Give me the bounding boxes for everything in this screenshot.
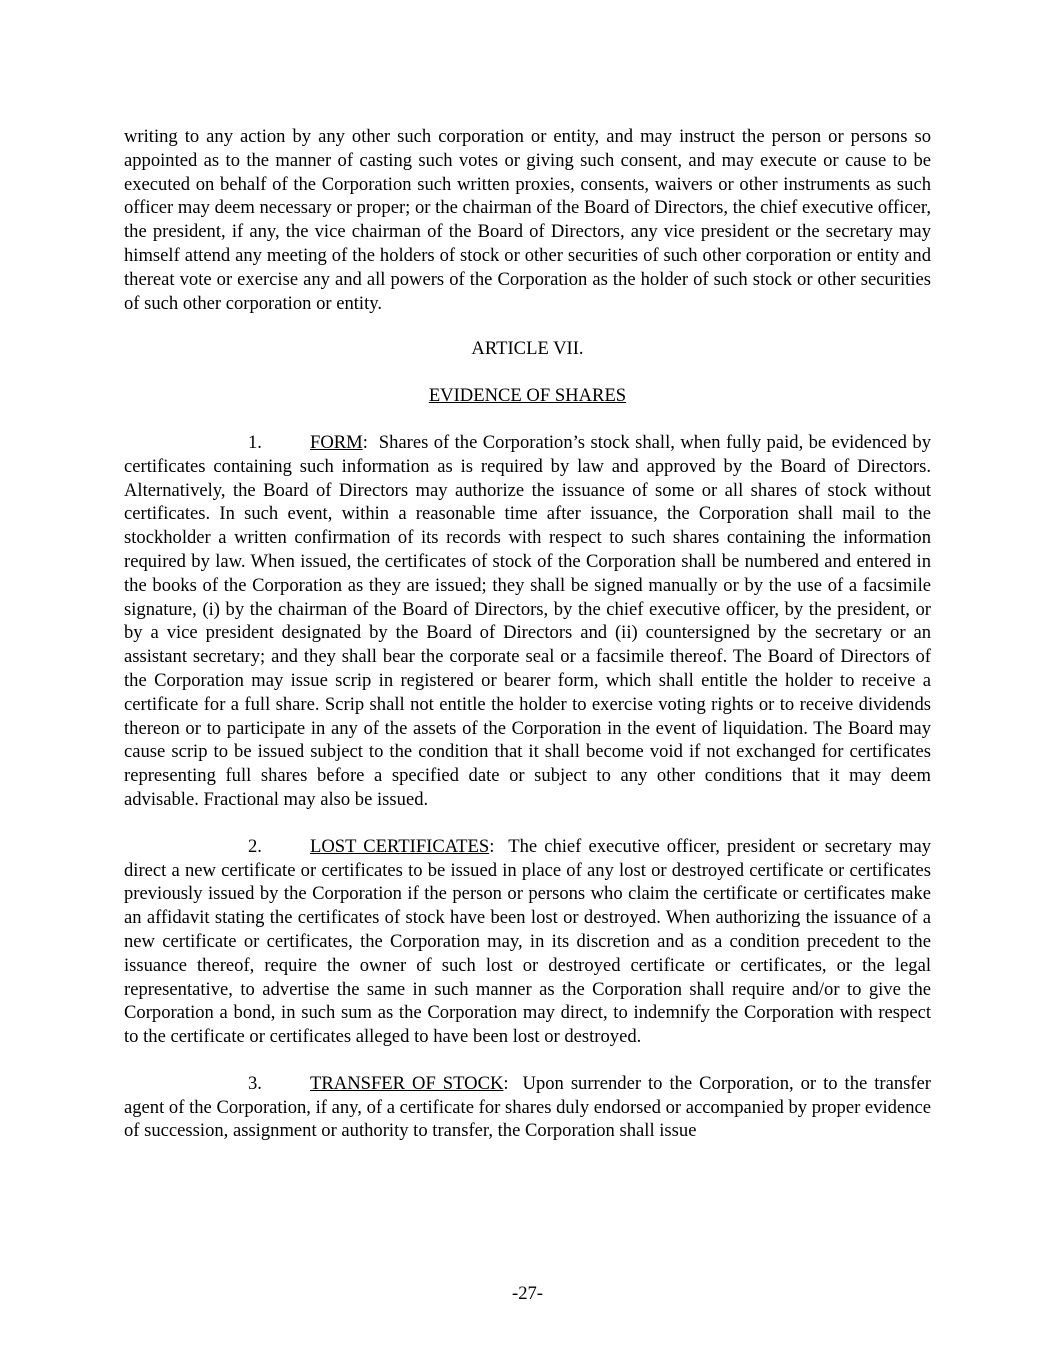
section-3: 3. TRANSFER OF STOCK: Upon surrender to the Corporation, or to the transfer agent of the Corporation, if any, of a certificate for shares duly endorsed or accompanied by proper evidence of succession, assignment or authority to transfer, the Corporation shall issue bbox=[124, 1072, 931, 1142]
page-number: -27- bbox=[512, 1283, 543, 1304]
section-number: 2. bbox=[248, 835, 262, 857]
intro-paragraph: writing to any action by any other such corporation or entity, and may instruct the person or persons so appointed as to the manner of casting such votes or giving such consent, and may execute or cause to be executed on behalf of the Corporation such written proxies, consents, waivers or other instruments as such officer may deem necessary or proper; or the chairman of the Board of Directors, the chief executive officer, the president, if any, the vice chairman of the Board of Directors, any vice president or the secretary may himself attend any meeting of the holders of stock or other securities of such other corporation or entity and thereat vote or exercise any and all powers of the Corporation as the holder of such stock or other securities of such other corporation or entity. bbox=[124, 126, 931, 314]
section-1: 1. FORM: Shares of the Corporation’s stock shall, when fully paid, be evidenced by certificates containing such information as is required by law and approved by the Board of Directors. Alternatively, the Board of Directors may authorize the issuance of some or all shares of stock without certificates. In such event, within a reasonable time after issuance, the Corporation shall mail to the stockholder a written confirmation of its records with respect to such shares containing the information required by law. When issued, the certificates of stock of the Corporation shall be numbered and entered in the books of the Corporation as they are issued; they shall be signed manually or by the use of a facsimile signature, (i) by the chairman of the Board of Directors, by the chief executive officer, by the president, or by a vice president designated by the Board of Directors and (ii) countersigned by the secretary or an assistant secretary; and they shall bear the corporate seal or a facsimile thereof. The Board of Directors of the Corporation may issue scrip in registered or bearer form, which shall entitle the holder to receive a certificate for a full share. Scrip shall not entitle the holder to exercise voting rights or to receive dividends thereon or to participate in any of the assets of the Corporation in the event of liquidation. The Board may cause scrip to be issued subject to the condition that it shall become void if not exchanged for certificates representing full shares before a specified date or subject to any other conditions that it may deem advisable. Fractional may also be issued. bbox=[124, 431, 931, 810]
section-number: 3. bbox=[248, 1072, 262, 1094]
article-title: ARTICLE VII. bbox=[471, 338, 584, 360]
section-caption: FORM bbox=[310, 431, 363, 453]
section-text: Shares of the Corporation’s stock shall, when fully paid, be evidenced by certificates containing such information as is required by law and approved by the Board of Directors. Alternatively, the Board of Directors may authorize the issuance of some or all shares of stock without certificates. In such event, within a reasonable time after issuance, the Corporation shall mail to the stockholder a written confirmation of its records with respect to such shares containing the information required by law. When issued, the certificates of stock of the Corporation shall be numbered and entered in the books of the Corporation as they are issued; they shall be signed manually or by the use of a facsimile signature, (i) by the chairman of the Board of Directors, by the chief executive officer, by the president, or by a vice president designated by the Board of Directors and (ii) countersigned by the secretary or an assistant secretary; and they shall bear the corporate seal or a facsimile thereof. The Board of Directors of the Corporation may issue scrip in registered or bearer form, which shall entitle the holder to receive a certificate for a full share. Scrip shall not entitle the holder to exercise voting rights or to receive dividends thereon or to participate in any of the assets of the Corporation in the event of liquidation. The Board may cause scrip to be issued subject to the condition that it shall become void if not exchanged for certificates representing full shares before a specified date or subject to any other conditions that it may deem advisable. Fractional may also be issued. bbox=[124, 431, 931, 810]
section-text: Upon surrender to the Corporation, or to the transfer agent of the Corporation, if any, of a certificate for shares duly endorsed or accompanied by proper evidence of succession, assignment or authority to transfer, the Corporation shall issue bbox=[124, 1072, 931, 1142]
section-number: 1. bbox=[248, 431, 262, 453]
document-page bbox=[124, 125, 931, 1143]
section-caption: TRANSFER OF STOCK bbox=[310, 1072, 504, 1094]
article-heading bbox=[124, 384, 931, 408]
section-text: The chief executive officer, president or secretary may direct a new certificate or certificates to be issued in place of any lost or destroyed certificate or certificates previously issued by the Corporation if the person or persons who claim the certificate or certificates make an affidavit stating the certificates of stock have been lost or destroyed. When authorizing the issuance of a new certificate or certificates, the Corporation may, in its discretion and as a condition precedent to the issuance thereof, require the owner of such lost or destroyed certificate or certificates, or the legal representative, to advertise the same in such manner as the Corporation shall require and/or to give the Corporation a bond, in such sum as the Corporation may direct, to indemnify the Corporation with respect to the certificate or certificates alleged to have been lost or destroyed. bbox=[124, 835, 932, 1048]
section-2: 2. LOST CERTIFICATES: The chief executive officer, president or secretary may direct a new certificate or certificates to be issued in place of any lost or destroyed certificate or certificates previously issued by the Corporation if the person or persons who claim the certificate or certificates make an affidavit stating the certificates of stock have been lost or destroyed. When authorizing the issuance of a new certificate or certificates, the Corporation may, in its discretion and as a condition precedent to the issuance thereof, require the owner of such lost or destroyed certificate or certificates, or the legal representative, to advertise the same in such manner as the Corporation shall require and/or to give the Corporation a bond, in such sum as the Corporation may direct, to indemnify the Corporation with respect to the certificate or certificates alleged to have been lost or destroyed. bbox=[124, 835, 932, 1048]
section-caption: LOST CERTIFICATES bbox=[310, 835, 490, 857]
article-heading-text: EVIDENCE OF SHARES bbox=[428, 385, 627, 407]
